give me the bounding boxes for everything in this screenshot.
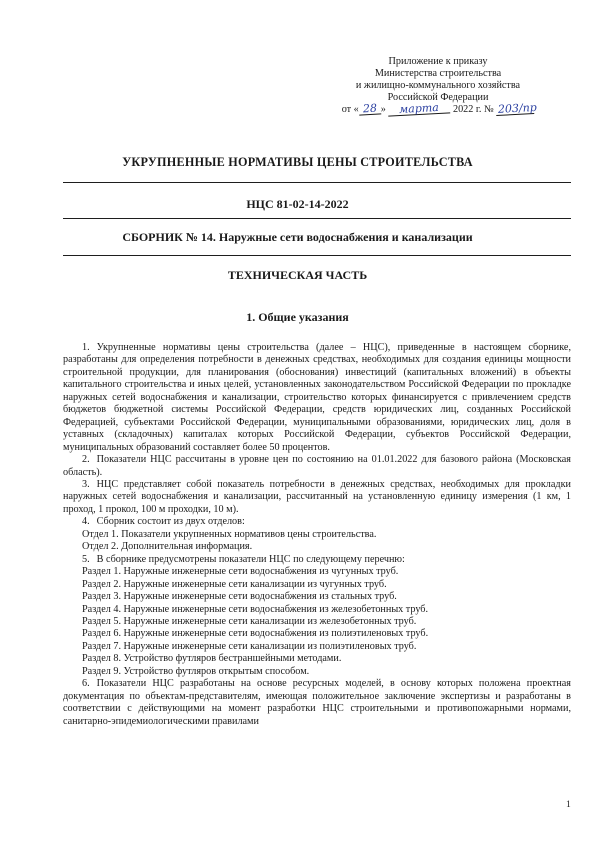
paragraph-number: 4. bbox=[82, 516, 90, 528]
order-date-prefix: от « bbox=[341, 104, 359, 115]
document-title: УКРУПНЕННЫЕ НОРМАТИВЫ ЦЕНЫ СТРОИТЕЛЬСТВА bbox=[122, 155, 473, 169]
paragraph-number: 5. bbox=[82, 553, 90, 565]
section-list-item: Раздел 4. Наружные инженерные сети водоснабжения из железобетонных труб. bbox=[82, 603, 429, 615]
appendix-line-4: Российской Федерации bbox=[387, 92, 489, 103]
appendix-block bbox=[318, 56, 558, 116]
section-list-item: Раздел 6. Наружные инженерные сети водоснабжения из полиэтиленовых труб. bbox=[82, 628, 429, 640]
appendix-line-1: Приложение к приказу bbox=[388, 56, 488, 67]
appendix-order-line bbox=[318, 100, 558, 117]
paragraph-text: Сборник состоит из двух отделов: bbox=[96, 516, 245, 528]
collection-title: СБОРНИК № 14. Наружные сети водоснабжения и канализации bbox=[122, 230, 473, 244]
paragraph-number: 6. bbox=[82, 678, 90, 690]
order-number-handwritten: 203/пр bbox=[497, 100, 538, 116]
divider-line bbox=[63, 255, 571, 256]
paragraph-5 bbox=[63, 554, 571, 566]
section-heading: 1. Общие указания bbox=[246, 310, 349, 324]
order-day-handwritten: 28 bbox=[359, 103, 382, 115]
paragraph-text: Показатели НЦС разработаны на основе ресурсных моделей, в основу которых положена проектная документация по объектам-представителям, имеющая положительное заключение экспертизы и разработаны в соответствии с действующими на момент разработки НЦС строительными и противопожарными нормами, санитарно-эпидемиологическими правилами bbox=[63, 678, 571, 727]
appendix-line-2: Министерства строительства bbox=[374, 68, 502, 79]
paragraph-number: 2. bbox=[82, 454, 90, 466]
appendix-line-3: и жилищно-коммунального хозяйства bbox=[355, 80, 521, 91]
section-list-item: Раздел 3. Наружные инженерные сети водоснабжения из стальных труб. bbox=[82, 591, 397, 603]
order-year-text: 2022 г. № bbox=[450, 104, 497, 115]
divider-line bbox=[63, 218, 571, 219]
paragraph-text: В сборнике предусмотрены показатели НЦС по следующему перечню: bbox=[96, 553, 405, 565]
department-item: Отдел 1. Показатели укрупненных нормативов цены строительства. bbox=[82, 528, 377, 540]
section-list-item: Раздел 7. Наружные инженерные сети канализации из полиэтиленовых труб. bbox=[82, 640, 417, 652]
order-date-mid: » bbox=[380, 104, 389, 115]
section-list-item: Раздел 5. Наружные инженерные сети канализации из железобетонных труб. bbox=[82, 615, 417, 627]
department-item: Отдел 2. Дополнительная информация. bbox=[82, 541, 253, 553]
section-list-item: Раздел 9. Устройство футляров открытым способом. bbox=[82, 665, 310, 677]
paragraph-2 bbox=[63, 454, 571, 479]
order-month-handwritten: марта bbox=[388, 102, 450, 116]
part-heading: ТЕХНИЧЕСКАЯ ЧАСТЬ bbox=[227, 268, 368, 282]
paragraph-6 bbox=[63, 678, 571, 728]
section-list-item: Раздел 2. Наружные инженерные сети канализации из чугунных труб. bbox=[82, 578, 387, 590]
paragraph-number: 3. bbox=[82, 478, 90, 490]
divider-line bbox=[63, 182, 571, 183]
standard-code: НЦС 81-02-14-2022 bbox=[246, 197, 349, 211]
section-list-item: Раздел 8. Устройство футляров бестраншейными методами. bbox=[82, 653, 342, 665]
document-body bbox=[63, 342, 571, 728]
paragraph-number: 1. bbox=[82, 342, 90, 353]
paragraph-3 bbox=[63, 479, 571, 516]
paragraph-4 bbox=[63, 516, 571, 528]
paragraph-text: НЦС представляет собой показатель потребности в денежных средствах, необходимых для прокладки наружных сетей водоснабжения и канализации, рассчитанный на установленную единицу измерения (1 км, 1 проход, 1 прокол, 100 м проходки, 10 м). bbox=[63, 478, 571, 515]
paragraph-text: Укрупненные нормативы цены строительства (далее – НЦС), приведенные в настоящем сборнике, разработаны для определения потребности в денежных средствах, необходимых для создания единицы мощности строительной продукции, для планирования (обоснования) инвестиций (капитальных вложений) в объекты капитального строительства и иных целей, установленных законодательством Российской Федерации по прокладке наружных сетей водоснабжения и канализации, строительство которых финансируется с привлечением средств бюджетов бюджетной системы Российской Федерации, средств юридических лиц, созданных Российской Федерацией, субъектами Российской Федерации, муниципальными образованиями, юридических лиц, доля в уставных (складочных) капиталах которых Российской Федерации, субъектов Российской Федерации, муниципальных образований составляет более 50 процентов. bbox=[63, 342, 571, 453]
section-list-item: Раздел 1. Наружные инженерные сети водоснабжения из чугунных труб. bbox=[82, 566, 399, 578]
paragraph-1 bbox=[63, 342, 571, 454]
paragraph-text: Показатели НЦС рассчитаны в уровне цен по состоянию на 01.01.2022 для базового района (Московская область). bbox=[63, 454, 571, 478]
page-number: 1 bbox=[566, 800, 571, 810]
